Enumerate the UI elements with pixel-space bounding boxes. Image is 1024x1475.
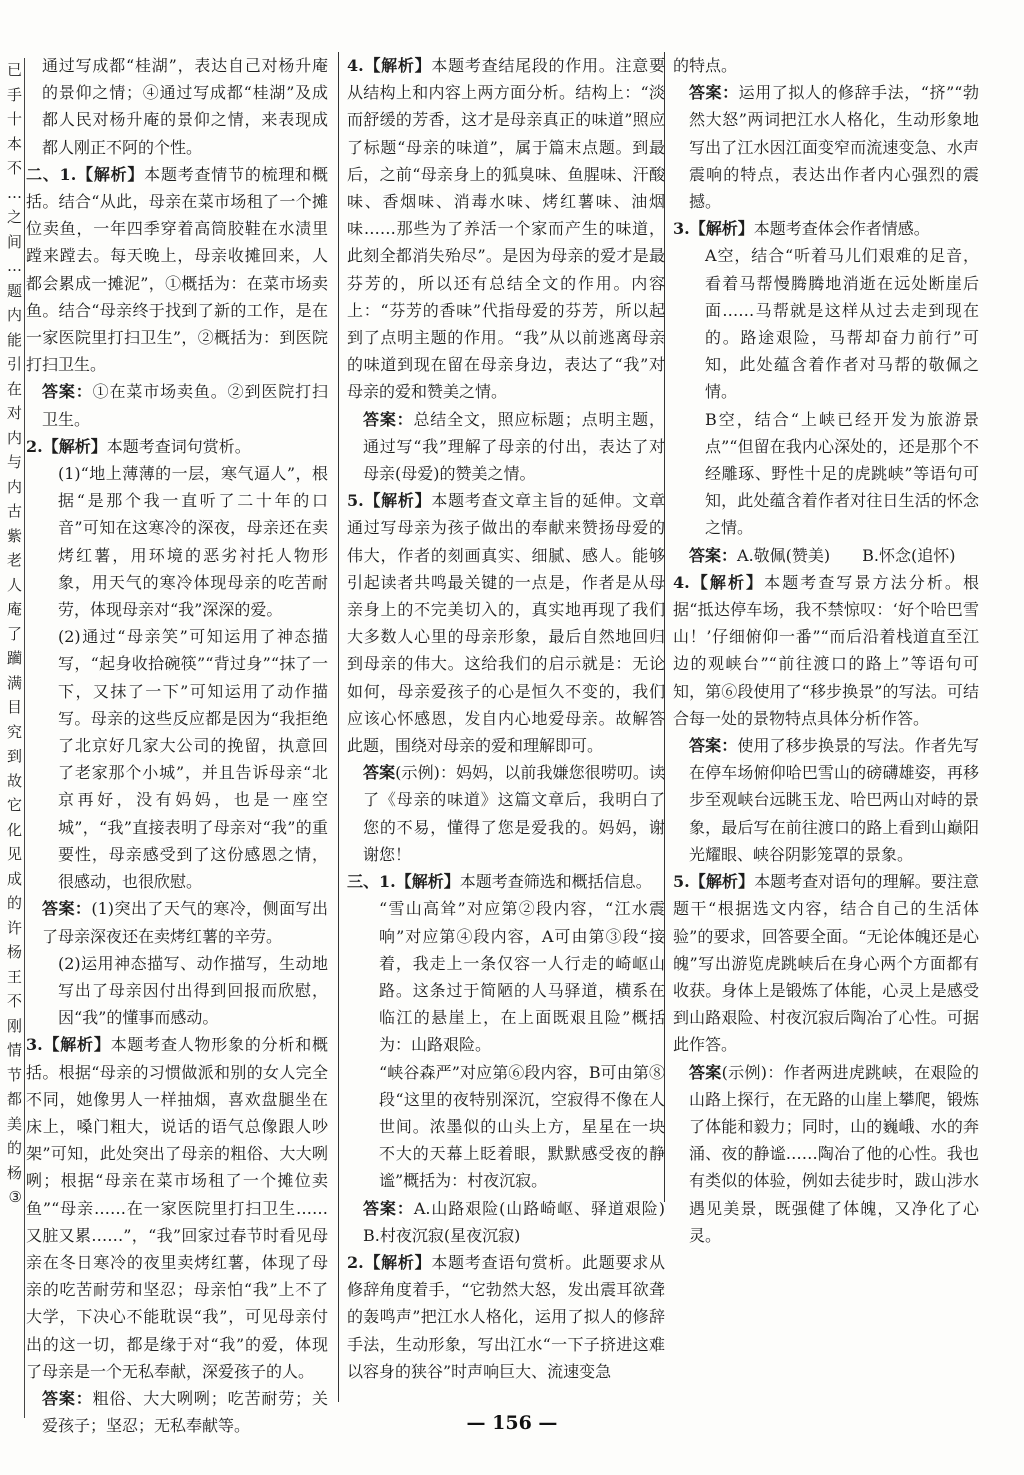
edge-char: 故 bbox=[6, 771, 22, 790]
paragraph bbox=[347, 1249, 665, 1385]
edge-char: 情节 bbox=[6, 1041, 22, 1084]
edge-char: ③ bbox=[8, 1188, 22, 1206]
edge-char: 躏 bbox=[6, 649, 22, 667]
paragraph-text: (2)通过“母亲笑”可知运用了神态描写，“起身收拾碗筷”“背过身”“抹了一下，又抹了一下”可知运用了动作描写。母亲的这些反应都是因为“我拒绝了北京好几家大公司的挽留，执意回了老家那个小城”，并且告诉母亲“北京再好，没有妈妈，也是一座空城”，“我”直接表明了母亲对“我”的重要性，母亲感受到了这份感恩之情，很感动，也很欣慰。 bbox=[58, 627, 328, 892]
edge-char: 到 bbox=[6, 747, 22, 765]
answer-label: 答案： bbox=[689, 83, 739, 103]
edge-char: 许 bbox=[6, 918, 22, 937]
paragraph bbox=[673, 868, 979, 1058]
paragraph bbox=[673, 542, 979, 569]
paragraph-text: 总结全文，照应标题；点明主题，通过写“我”理解了母亲的付出，表达了对母亲(母爱)的赞美之情。 bbox=[363, 409, 665, 484]
paragraph bbox=[673, 52, 979, 79]
analysis-tag: 【解析】 bbox=[42, 436, 107, 456]
analysis-tag: 【解析】 bbox=[363, 56, 432, 75]
analysis-tag: 【解析】 bbox=[76, 164, 145, 184]
edge-char: 人 bbox=[6, 575, 22, 594]
question-number: 2. bbox=[26, 436, 43, 456]
question-number: 3. bbox=[673, 219, 690, 239]
column-middle bbox=[338, 52, 681, 1402]
paragraph bbox=[26, 950, 328, 1032]
edge-char: 与 bbox=[6, 453, 22, 471]
paragraph bbox=[347, 52, 665, 406]
answer-label: 答案： bbox=[42, 899, 92, 919]
paragraph bbox=[673, 732, 979, 868]
edge-char: 都美 bbox=[6, 1090, 22, 1133]
edge-char: 引 bbox=[6, 355, 22, 373]
question-number: 三、1. bbox=[347, 872, 396, 892]
paragraph bbox=[347, 1059, 665, 1195]
paragraph bbox=[673, 1059, 979, 1249]
paragraph-text: 本题考查体会作者情感。 bbox=[753, 219, 930, 239]
edge-char: 手 bbox=[6, 85, 22, 104]
paragraph bbox=[673, 215, 979, 242]
edge-char: 已 bbox=[6, 61, 22, 79]
edge-char: 能 bbox=[6, 330, 22, 349]
answer-label: 答案 bbox=[363, 763, 396, 783]
edge-char: 内 bbox=[6, 477, 22, 496]
analysis-tag: 【解析】 bbox=[689, 219, 754, 239]
answer-label: 答案 bbox=[689, 1062, 722, 1082]
edge-char: 目 bbox=[6, 698, 22, 716]
paragraph-text: B空，结合“上峡已经开发为旅游景点”“但留在我内心深处的，还是那个不经雕琢、野性十足的虎跳峡”等语句可知，此处蕴含着作者对往日生活的怀念之情。 bbox=[705, 409, 979, 538]
edge-char: 满 bbox=[6, 673, 22, 692]
paragraph-text: (1)“地上薄薄的一层，寒气逼人”，根据“是那个我一直听了二十年的口音”可知在这寒冷的深夜，母亲还在卖烤红薯，用环境的恶劣衬托人物形象，用天气的寒冷体现母亲的吃苦耐劳，体现母亲对“我”深深的爱。 bbox=[58, 464, 328, 620]
paragraph bbox=[26, 378, 328, 432]
edge-char: 内 bbox=[6, 428, 22, 447]
edge-char: 紫 bbox=[6, 526, 22, 545]
paragraph-text: 本题考查筛选和概括信息。 bbox=[459, 872, 652, 892]
edge-char: 古 bbox=[6, 502, 22, 520]
analysis-tag: 【解析】 bbox=[689, 872, 755, 892]
paragraph bbox=[26, 1031, 328, 1385]
edge-char: 的杨 bbox=[6, 1139, 22, 1182]
edge-char: 十 bbox=[6, 110, 22, 128]
edge-char: 内 bbox=[6, 306, 22, 324]
analysis-tag: 【解析】 bbox=[395, 872, 460, 892]
answer-label: 答案： bbox=[363, 1198, 414, 1218]
edge-char: 之 bbox=[6, 208, 22, 226]
edge-char: 见成 bbox=[6, 845, 22, 888]
edge-char: 对 bbox=[6, 404, 22, 422]
paragraph-text: 通过写成都“桂湖”，表达自己对杨升庵的景仰之情；④通过写成都“桂湖”及成都人民对杨升庵的景仰之情，来表现成都人刚正不阿的个性。 bbox=[42, 56, 328, 157]
analysis-tag: 【解析】 bbox=[363, 1252, 432, 1272]
edge-char: 它化 bbox=[6, 796, 22, 839]
paragraph bbox=[673, 242, 979, 405]
question-number: 4. bbox=[347, 56, 364, 75]
paragraph bbox=[347, 868, 665, 895]
analysis-tag: 【解析】 bbox=[689, 572, 765, 592]
answer-label: 答案： bbox=[42, 1388, 93, 1408]
paragraph-text: (2)运用神态描写、动作描写，生动地写出了母亲因付出得到回报而欣慰，因“我”的懂事而感动。 bbox=[58, 953, 328, 1028]
paragraph-text: 本题考查人物形象的分析和概括。根据“母亲的习惯做派和别的女人完全不同，她像男人一样抽烟，喜欢盘腿坐在床上，嗓门粗大，说话的语气总像跟人吵架”可知，此处突出了母亲的粗俗、大大咧咧；根据“母亲在菜市场租了一个摊位卖鱼”“母亲……在一家医院里打扫卫生……又脏又累……”，“我”回家过春节时看见母亲在冬日寒冷的夜里卖烤红薯，体现了母亲的吃苦耐劳和坚忍；母亲怕“我”上不了大学，下决心不能耽误“我”，可见母亲付出的这一切，都是缘于对“我”的爱，体现了母亲是一个无私奉献，深爱孩子的人。 bbox=[26, 1035, 328, 1381]
paragraph-text: 粗俗、大大咧咧；吃苦耐劳；关爱孩子；坚忍；无私奉献等。 bbox=[42, 1388, 328, 1436]
paragraph bbox=[347, 406, 665, 488]
paragraph-text: 本题考查写景方法分析。根据“抵达停车场，我不禁惊叹：‘好个哈巴雪山！’仔细俯仰一番”“而后沿着栈道直至江边的观峡台”“前往渡口的路上”等语句可知，第⑥段使用了“移步换景”的写法。可结合每一处的景物特点具体分析作答。 bbox=[673, 572, 979, 728]
paragraph-text: 的特点。 bbox=[673, 56, 738, 75]
paragraph-text: 本题考查词句赏析。 bbox=[106, 436, 251, 456]
question-number: 2. bbox=[347, 1252, 364, 1272]
paragraph bbox=[347, 1195, 681, 1249]
paragraph bbox=[26, 623, 328, 895]
answer-label: 答案： bbox=[363, 409, 414, 429]
edge-char: 了 bbox=[6, 624, 22, 643]
paragraph-text: 本题考查对语句的理解。要注意题干“根据选文内容，结合自己的生活体验”的要求，回答要全面。“无论体魄还是心魄”写出游览虎跳峡后在身心两个方面都有收获。身体上是锻炼了体能，心灵上是感受到山路艰险、村夜沉寂后陶冶了心性。可据此作答。 bbox=[673, 872, 979, 1055]
edge-char: 在 bbox=[6, 379, 22, 398]
edge-char: 究 bbox=[6, 722, 22, 741]
column-right bbox=[664, 52, 979, 1245]
paragraph-text: 使用了移步换景的写法。作者先写在停车场俯仰哈巴雪山的磅礴雄姿，再移步至观峡台远眺玉龙、哈巴两山对峙的景象，最后写在前往渡口的路上看到山巅阳光耀眼、峡谷阴影笼罩的景象。 bbox=[689, 736, 979, 864]
edge-char: … bbox=[7, 183, 22, 202]
edge-char: 题 bbox=[6, 281, 22, 300]
page-number: — 156 — bbox=[466, 1412, 558, 1434]
paragraph-text: “雪山高耸”对应第②段内容，“江水震响”对应第④段内容，A可由第③段“接着，我走上一条仅容一人行走的崎岖山路。这条过于简陋的人马驿道，横系在临江的悬崖上，在上面既艰且险”概括为：山路艰险。 bbox=[379, 899, 665, 1055]
paragraph bbox=[347, 895, 665, 1058]
paragraph-text: A.山路艰险(山路崎岖、驿道艰险) B.村夜沉寂(星夜沉寂) bbox=[363, 1198, 681, 1245]
analysis-tag: 【解析】 bbox=[42, 1035, 111, 1055]
edge-char: 刚 bbox=[6, 1016, 22, 1035]
paragraph-text: 本题考查结尾段的作用。注意要从结构上和内容上两方面分析。结构上：“淡而舒缓的芳香，这才是母亲真正的味道”照应了标题“母亲的味道”，属于篇末点题。到最后，之前“母亲身上的狐臭味、鱼腥味、汗酸味、香烟味、消毒水味、烤红薯味、油烟味……那些为了养活一个家而产生的味道，此刻全都消失殆尽”。是因为母亲的爱才是最芬芳的，所以还有总结全文的作用。内容上：“芬芳的香味”代指母爱的芬芳，所以起到了点明主题的作用。“我”从以前逃离母亲的味道到现在留在母亲身边，表达了“我”对母亲的爱和赞美之情。 bbox=[347, 56, 665, 402]
edge-char: 庵 bbox=[6, 600, 22, 618]
paragraph bbox=[673, 569, 979, 732]
edge-char: 王不 bbox=[6, 967, 22, 1010]
paragraph bbox=[26, 433, 328, 460]
paragraph-text: ①在菜市场卖鱼。②到医院打扫卫生。 bbox=[42, 382, 328, 429]
paragraph-text: 本题考查语句赏析。此题要求从修辞角度着手，“它勃然大怒，发出震耳欲聋的轰鸣声”把江水人格化，运用了拟人的修辞手法，生动形象，写出江水“一下子挤进这难以容身的狭谷”时声响巨大、流速变急 bbox=[347, 1252, 665, 1381]
answer-label: 答案： bbox=[689, 545, 738, 565]
paragraph bbox=[26, 895, 328, 949]
question-number: 二、1. bbox=[26, 164, 77, 184]
analysis-tag: 【解析】 bbox=[363, 491, 432, 511]
edge-char: 本 bbox=[6, 134, 22, 153]
left-edge-text bbox=[0, 58, 25, 1418]
edge-char: 老 bbox=[6, 551, 22, 569]
column-left bbox=[26, 52, 328, 1436]
paragraph-text: (1)突出了天气的寒冷，侧面写出了母亲深夜还在卖烤红薯的辛劳。 bbox=[42, 899, 328, 946]
question-number: 4. bbox=[673, 572, 690, 592]
paragraph-text: “峡谷森严”对应第⑥段内容，B可由第⑧段“这里的夜特别深沉，空寂得不像在人世间。浓墨似的山头上方，星星在一块不大的天幕上眨着眼，默默感受夜的静谧”概括为：村夜沉寂。 bbox=[379, 1062, 665, 1191]
paragraph-text: 本题考查文章主旨的延伸。文章通过写母亲为孩子做出的奉献来赞扬母爱的伟大，作者的刻画真实、细腻、感人。能够引起读者共鸣最关键的一点是，作者是从母亲身上的不完美切入的，真实地再现了我们大多数人心里的母亲形象，最后自然地回归到母亲的伟大。这给我们的启示就是：无论如何，母亲爱孩子的心是恒久不变的，我们应该心怀感恩，发自内心地爱母亲。故解答此题，围绕对母亲的爱和理解即可。 bbox=[347, 491, 665, 756]
paragraph bbox=[673, 406, 979, 542]
edge-char: 不 bbox=[6, 159, 22, 177]
paragraph-text: 本题考查情节的梳理和概括。结合“从此，母亲在菜市场租了一个摊位卖鱼，一年四季穿着高筒胶鞋在水渍里蹚来蹚去。每天晚上，母亲收摊回来，人都会累成一摊泥”，①概括为：在菜市场卖鱼。结合“母亲终于找到了新的工作，是在一家医院里打扫卫生”，②概括为：到医院打扫卫生。 bbox=[26, 164, 328, 375]
edge-char: 的 bbox=[6, 894, 22, 912]
paragraph-text: (示例)：妈妈，以前我嫌您很唠叨。读了《母亲的味道》这篇文章后，我明白了您的不易，懂得了您是爱我的。妈妈，谢谢您！ bbox=[363, 763, 665, 864]
paragraph bbox=[347, 487, 665, 759]
question-number: 3. bbox=[26, 1035, 43, 1055]
paragraph-text: 运用了拟人的修辞手法，“挤”“勃然大怒”两词把江水人格化，生动形象地写出了江水因江面变窄而流速变急、水声震响的特点，表达出作者内心强烈的震撼。 bbox=[689, 83, 979, 212]
paragraph-text: (示例)：作者两进虎跳峡，在艰险的山路上探行，在无路的山崖上攀爬，锻炼了体能和毅力；同时，山的巍峨、水的奔涌、夜的静谧……陶冶了他的心性。我也有类似的体验，例如去徒步时，跋山涉水遇见美景，既强健了体魄，又净化了心灵。 bbox=[689, 1062, 979, 1245]
question-number: 5. bbox=[347, 491, 364, 511]
paragraph bbox=[26, 460, 328, 623]
paragraph bbox=[673, 79, 979, 215]
paragraph-text: A.敬佩(赞美) B.怀念(追怀) bbox=[737, 545, 956, 565]
paragraph bbox=[347, 759, 665, 868]
paragraph bbox=[26, 52, 328, 161]
paragraph bbox=[26, 161, 328, 379]
paragraph-text: A空，结合“听着马儿们艰难的足音，看着马帮慢腾腾地消逝在远处断崖后面……马帮就是这样从过去走到现在的。路途艰险，马帮却奋力前行”可知，此处蕴含着作者对马帮的敬佩之情。 bbox=[705, 246, 979, 402]
answer-label: 答案： bbox=[689, 736, 738, 756]
question-number: 5. bbox=[673, 872, 690, 892]
answer-label: 答案： bbox=[42, 382, 93, 402]
edge-char: 间 bbox=[6, 232, 22, 251]
edge-char: … bbox=[7, 257, 22, 275]
edge-char: 杨 bbox=[6, 943, 22, 961]
